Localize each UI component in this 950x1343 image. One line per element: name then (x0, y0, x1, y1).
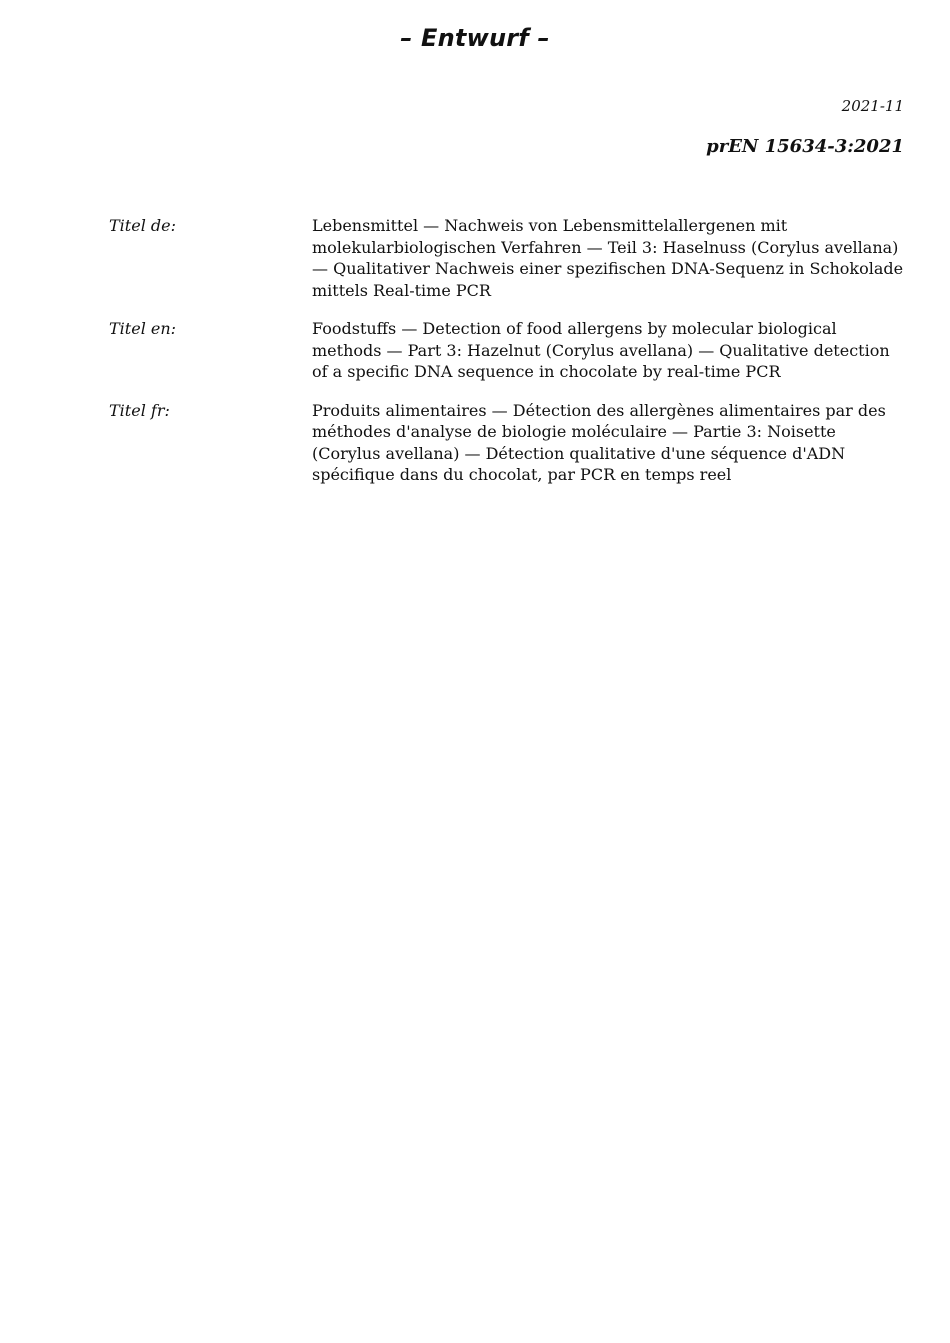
title-label-en: Titel en: (109, 319, 177, 338)
title-row-de (109, 215, 909, 301)
title-text-en: Foodstuffs — Detection of food allergens by molecular biological methods — Part 3: Hazelnut (Corylus avellana) — Qualitative detection of a specific DNA sequence in chocolate by real-time PCR (312, 319, 890, 381)
document-number: prEN 15634-3:2021 (706, 136, 904, 157)
title-label-de: Titel de: (109, 216, 176, 235)
title-text-de: Lebensmittel — Nachweis von Lebensmittelallergenen mit molekularbiologischen Verfahren — Teil 3: Haselnuss (Corylus avellana) — Qualitativer Nachweis einer spezifischen DNA-Sequenz in Schokolade mittels Real-time PCR (312, 216, 904, 300)
title-row-fr (109, 400, 909, 486)
document-date: 2021-11 (841, 97, 904, 115)
title-list (109, 215, 909, 503)
title-text-fr: Produits alimentaires — Détection des allergènes alimentaires par des méthodes d'analyse de biologie moléculaire — Partie 3: Noisette (Corylus avellana) — Détection qualitative d'une séquence d'ADN spécifique dans du chocolat, par PCR en temps reel (312, 400, 886, 484)
title-row-en (109, 318, 909, 383)
title-label-fr: Titel fr: (109, 400, 170, 420)
draft-title: – Entwurf – (400, 24, 550, 52)
